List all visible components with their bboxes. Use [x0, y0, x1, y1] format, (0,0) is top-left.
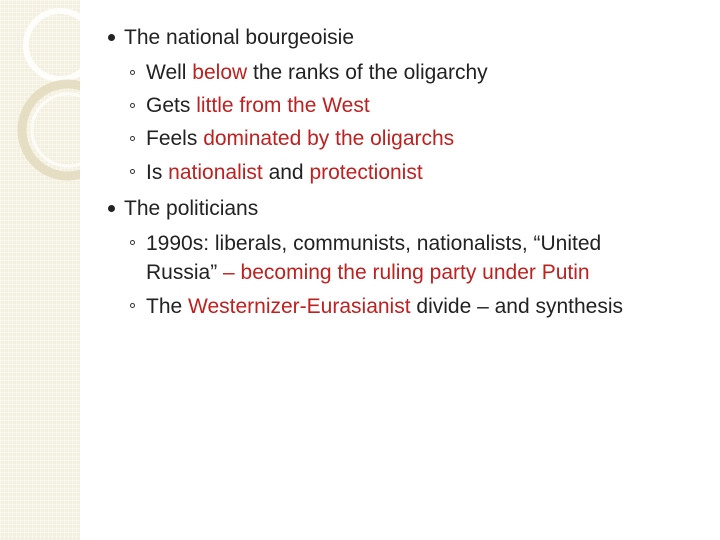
sub-bullet-circle	[130, 103, 135, 108]
sub-bullet-gets-little: Gets little from the West	[146, 94, 370, 117]
bullet-dot	[108, 34, 115, 41]
sub-bullet-1990s-continuation: Russia” – becoming the ruling party under Putin	[146, 261, 590, 284]
sub-bullet-circle	[130, 303, 135, 308]
sub-bullet-circle	[130, 240, 135, 245]
bullet-national-bourgeoisie: The national bourgeoisie	[124, 26, 354, 49]
sub-bullet-feels-dominated: Feels dominated by the oligarchs	[146, 127, 455, 150]
sub-bullet-circle	[130, 169, 135, 174]
sub-bullet-westernizer-divide: The Westernizer-Eurasianist divide – and synthesis	[146, 295, 624, 318]
sub-bullet-1990s: 1990s: liberals, communists, nationalists, “United	[146, 232, 602, 255]
sub-bullet-circle	[130, 136, 135, 141]
sub-bullet-is-nationalist: Is nationalist and protectionist	[146, 161, 423, 184]
bullet-dot	[108, 205, 115, 212]
bullet-politicians: The politicians	[124, 197, 259, 220]
sub-bullet-circle	[130, 70, 135, 75]
sub-bullet-well-below: Well below the ranks of the oligarchy	[146, 61, 488, 84]
